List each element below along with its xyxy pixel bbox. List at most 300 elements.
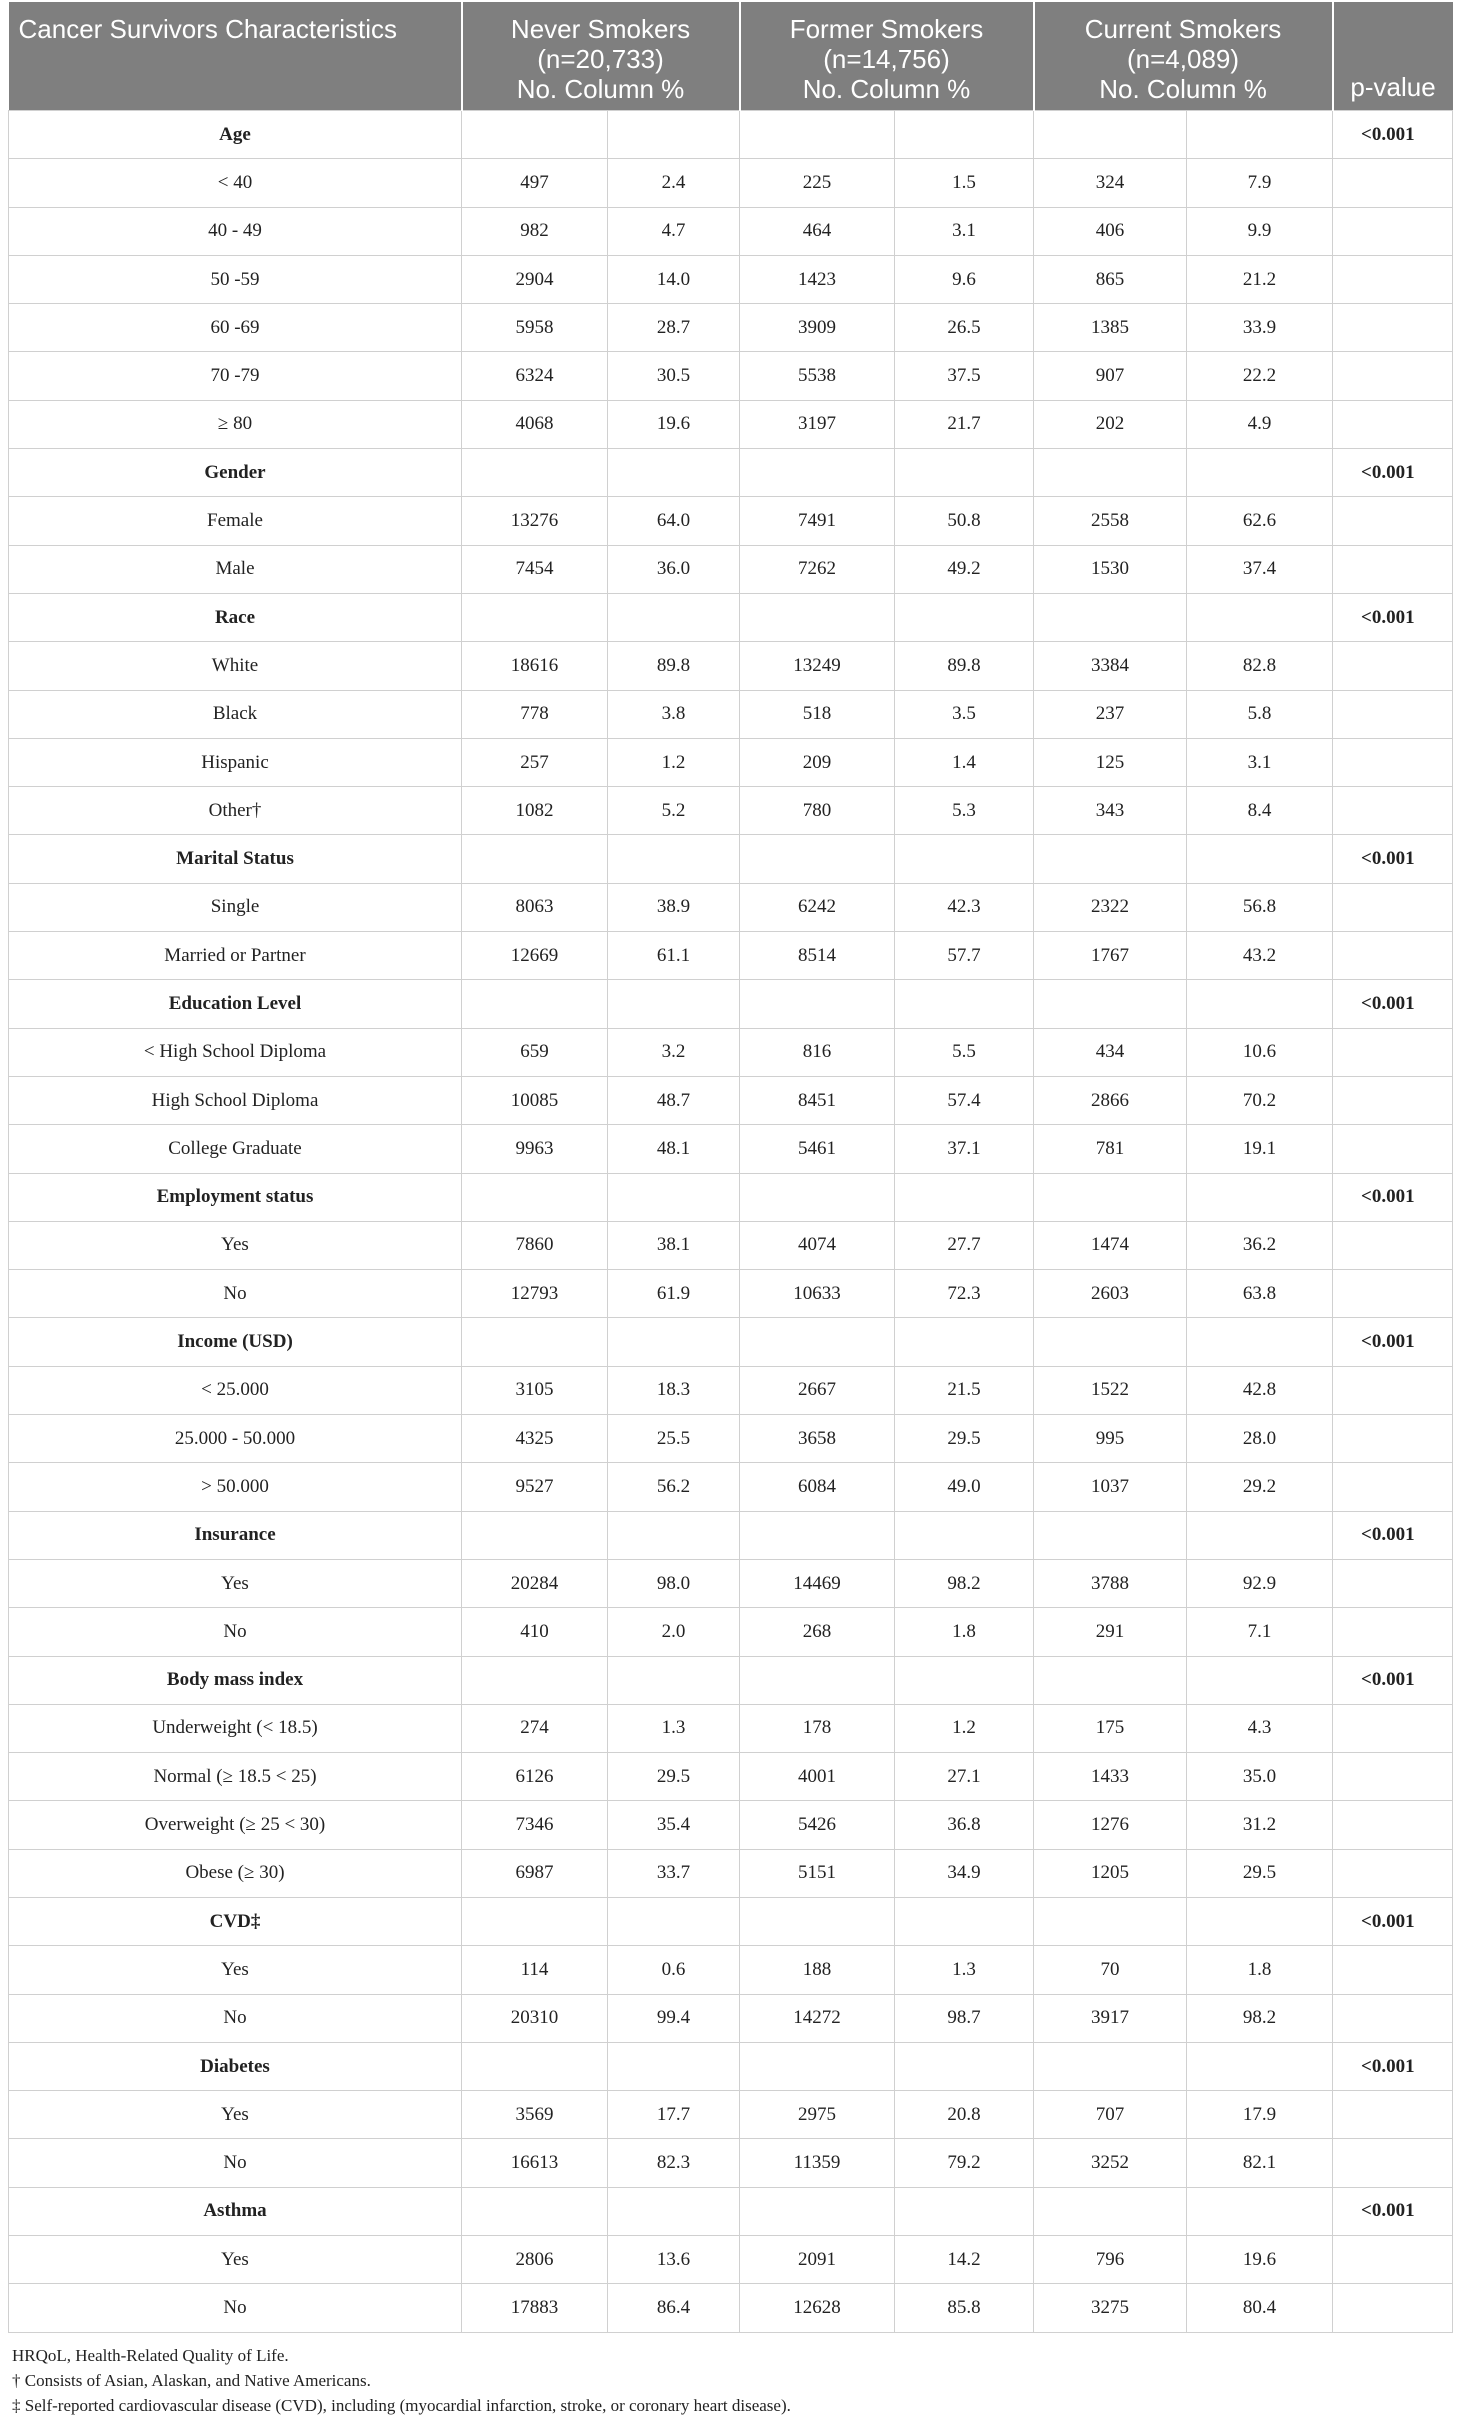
count-cell: 1276 [1034,1801,1187,1849]
header-row [9,2,1453,111]
header-characteristics: Cancer Survivors Characteristics [9,2,462,111]
percent-cell [895,1173,1034,1221]
table-row [9,1801,1453,1849]
count-cell: 18616 [462,642,608,690]
count-cell: 1433 [1034,1753,1187,1801]
count-cell: 70 [1034,1946,1187,1994]
percent-cell: 61.9 [608,1270,740,1318]
count-cell: 1385 [1034,304,1187,352]
percent-cell: 20.8 [895,2091,1034,2139]
count-cell: 464 [740,207,895,255]
count-cell: 2322 [1034,883,1187,931]
percent-cell: 5.8 [1187,690,1333,738]
count-cell [1034,1897,1187,1945]
count-cell: 10633 [740,1270,895,1318]
group-label: Gender [9,449,462,497]
percent-cell [895,593,1034,641]
percent-cell [608,2042,740,2090]
count-cell: 125 [1034,738,1187,786]
table-row [9,1270,1453,1318]
count-cell [462,1511,608,1559]
count-cell: 7491 [740,497,895,545]
percent-cell: 10.6 [1187,1028,1333,1076]
count-cell: 781 [1034,1125,1187,1173]
count-cell [740,1511,895,1559]
percent-cell: 21.2 [1187,255,1333,303]
p-value-cell [1333,2236,1453,2284]
table-body [9,111,1453,2333]
percent-cell: 3.1 [1187,738,1333,786]
count-cell: 20310 [462,1994,608,2042]
count-cell: 17883 [462,2284,608,2332]
percent-cell: 29.5 [895,1415,1034,1463]
count-cell: 7262 [740,545,895,593]
count-cell: 175 [1034,1704,1187,1752]
percent-cell [1187,980,1333,1028]
percent-cell: 38.1 [608,1221,740,1269]
percent-cell [608,1173,740,1221]
percent-cell: 56.2 [608,1463,740,1511]
group-label: CVD‡ [9,1897,462,1945]
p-value-cell: <0.001 [1333,449,1453,497]
count-cell: 7346 [462,1801,608,1849]
percent-cell: 36.0 [608,545,740,593]
p-value-cell [1333,787,1453,835]
p-value-cell [1333,1753,1453,1801]
percent-cell: 27.1 [895,1753,1034,1801]
count-cell: 16613 [462,2139,608,2187]
group-header-row [9,1511,1453,1559]
table-row [9,690,1453,738]
p-value-cell: <0.001 [1333,2042,1453,2090]
p-value-cell [1333,1028,1453,1076]
percent-cell: 80.4 [1187,2284,1333,2332]
percent-cell [1187,2187,1333,2235]
count-cell: 13249 [740,642,895,690]
count-cell: 225 [740,159,895,207]
count-cell: 1423 [740,255,895,303]
count-cell: 14272 [740,1994,895,2042]
count-cell: 1205 [1034,1849,1187,1897]
percent-cell: 37.1 [895,1125,1034,1173]
group-label: Race [9,593,462,641]
percent-cell: 62.6 [1187,497,1333,545]
footnote-other-race: † Consists of Asian, Alaskan, and Native Americans. [12,2370,371,2390]
count-cell [740,1173,895,1221]
count-cell: 780 [740,787,895,835]
count-cell [740,1656,895,1704]
table-container [8,2,1452,2418]
row-label: Female [9,497,462,545]
percent-cell [1187,835,1333,883]
p-value-cell [1333,2091,1453,2139]
count-cell [740,835,895,883]
group-label: Income (USD) [9,1318,462,1366]
table-row [9,207,1453,255]
group-header-row [9,1173,1453,1221]
percent-cell: 7.9 [1187,159,1333,207]
row-label: 60 -69 [9,304,462,352]
header-never-n: (n=20,733) [537,44,664,74]
p-value-cell [1333,545,1453,593]
p-value-cell [1333,2284,1453,2332]
count-cell: 7454 [462,545,608,593]
group-header-row [9,593,1453,641]
header-current-title: Current Smokers [1084,14,1282,44]
row-label: 50 -59 [9,255,462,303]
percent-cell: 64.0 [608,497,740,545]
count-cell: 4074 [740,1221,895,1269]
percent-cell: 89.8 [895,642,1034,690]
percent-cell: 82.3 [608,2139,740,2187]
count-cell [462,1897,608,1945]
percent-cell: 27.7 [895,1221,1034,1269]
count-cell: 12628 [740,2284,895,2332]
p-value-cell [1333,738,1453,786]
count-cell: 3788 [1034,1559,1187,1607]
count-cell: 1474 [1034,1221,1187,1269]
p-value-cell [1333,1608,1453,1656]
header-never-title: Never Smokers [510,14,691,44]
row-label: Yes [9,1559,462,1607]
count-cell: 6987 [462,1849,608,1897]
group-label: Marital Status [9,835,462,883]
count-cell: 9963 [462,1125,608,1173]
p-value-cell [1333,1704,1453,1752]
percent-cell: 82.1 [1187,2139,1333,2187]
percent-cell: 13.6 [608,2236,740,2284]
table-row [9,255,1453,303]
row-label: Yes [9,1946,462,1994]
percent-cell: 98.2 [1187,1994,1333,2042]
percent-cell: 3.8 [608,690,740,738]
count-cell: 8514 [740,932,895,980]
table-row [9,738,1453,786]
percent-cell: 99.4 [608,1994,740,2042]
count-cell: 816 [740,1028,895,1076]
count-cell: 2866 [1034,1076,1187,1124]
percent-cell: 25.5 [608,1415,740,1463]
group-header-row [9,449,1453,497]
percent-cell [895,1897,1034,1945]
percent-cell: 17.7 [608,2091,740,2139]
count-cell: 907 [1034,352,1187,400]
count-cell: 274 [462,1704,608,1752]
percent-cell: 5.2 [608,787,740,835]
row-label: 40 - 49 [9,207,462,255]
table-row [9,545,1453,593]
percent-cell: 29.2 [1187,1463,1333,1511]
p-value-cell [1333,352,1453,400]
percent-cell [608,2187,740,2235]
p-value-cell: <0.001 [1333,2187,1453,2235]
row-label: Yes [9,1221,462,1269]
table-row [9,304,1453,352]
p-value-cell [1333,883,1453,931]
percent-cell [895,2042,1034,2090]
count-cell: 257 [462,738,608,786]
percent-cell: 82.8 [1187,642,1333,690]
table-row [9,1076,1453,1124]
percent-cell: 89.8 [608,642,740,690]
count-cell: 6324 [462,352,608,400]
percent-cell [895,449,1034,497]
count-cell [740,1897,895,1945]
percent-cell: 26.5 [895,304,1034,352]
percent-cell: 57.7 [895,932,1034,980]
table-row [9,642,1453,690]
row-label: No [9,2284,462,2332]
header-never-smokers [462,2,740,111]
percent-cell: 37.5 [895,352,1034,400]
count-cell: 796 [1034,2236,1187,2284]
table-row [9,2284,1453,2332]
count-cell: 2904 [462,255,608,303]
percent-cell [1187,1173,1333,1221]
p-value-cell [1333,1946,1453,1994]
percent-cell: 1.5 [895,159,1034,207]
count-cell [1034,2042,1187,2090]
count-cell: 268 [740,1608,895,1656]
p-value-cell: <0.001 [1333,1318,1453,1366]
row-label: Single [9,883,462,931]
table-row [9,400,1453,448]
count-cell: 865 [1034,255,1187,303]
percent-cell: 38.9 [608,883,740,931]
count-cell: 659 [462,1028,608,1076]
count-cell [740,449,895,497]
table-row [9,932,1453,980]
row-label: No [9,1270,462,1318]
count-cell: 237 [1034,690,1187,738]
count-cell: 12669 [462,932,608,980]
count-cell: 3197 [740,400,895,448]
count-cell [462,449,608,497]
group-header-row [9,835,1453,883]
count-cell [1034,111,1187,159]
percent-cell: 19.6 [1187,2236,1333,2284]
count-cell [462,1656,608,1704]
percent-cell: 2.4 [608,159,740,207]
percent-cell: 4.3 [1187,1704,1333,1752]
count-cell: 778 [462,690,608,738]
table-row [9,497,1453,545]
percent-cell: 79.2 [895,2139,1034,2187]
percent-cell [895,111,1034,159]
count-cell [1034,1656,1187,1704]
percent-cell [608,835,740,883]
row-label: 70 -79 [9,352,462,400]
count-cell: 13276 [462,497,608,545]
table-row [9,1753,1453,1801]
group-label: Age [9,111,462,159]
count-cell: 3252 [1034,2139,1187,2187]
count-cell: 2806 [462,2236,608,2284]
percent-cell: 48.7 [608,1076,740,1124]
group-header-row [9,2187,1453,2235]
count-cell: 6126 [462,1753,608,1801]
count-cell: 1767 [1034,932,1187,980]
percent-cell: 0.6 [608,1946,740,1994]
count-cell: 1522 [1034,1366,1187,1414]
count-cell: 707 [1034,2091,1187,2139]
count-cell: 1530 [1034,545,1187,593]
percent-cell: 1.8 [895,1608,1034,1656]
count-cell: 114 [462,1946,608,1994]
row-label: Underweight (< 18.5) [9,1704,462,1752]
table-row [9,1221,1453,1269]
percent-cell: 1.3 [608,1704,740,1752]
percent-cell: 43.2 [1187,932,1333,980]
percent-cell: 49.0 [895,1463,1034,1511]
table-row [9,1849,1453,1897]
count-cell: 178 [740,1704,895,1752]
count-cell: 12793 [462,1270,608,1318]
group-header-row [9,1897,1453,1945]
row-label: ≥ 80 [9,400,462,448]
count-cell: 982 [462,207,608,255]
percent-cell: 5.3 [895,787,1034,835]
percent-cell: 92.9 [1187,1559,1333,1607]
row-label: College Graduate [9,1125,462,1173]
p-value-cell: <0.001 [1333,1897,1453,1945]
count-cell: 5461 [740,1125,895,1173]
count-cell: 4068 [462,400,608,448]
header-never-sub: No. Column % [516,74,685,104]
count-cell: 497 [462,159,608,207]
row-label: < 25.000 [9,1366,462,1414]
row-label: Married or Partner [9,932,462,980]
count-cell: 1082 [462,787,608,835]
percent-cell: 30.5 [608,352,740,400]
percent-cell [608,1656,740,1704]
count-cell [462,2042,608,2090]
table-row [9,1946,1453,1994]
percent-cell: 36.2 [1187,1221,1333,1269]
count-cell: 5426 [740,1801,895,1849]
group-header-row [9,111,1453,159]
table-row [9,1415,1453,1463]
p-value-cell [1333,255,1453,303]
count-cell: 14469 [740,1559,895,1607]
table-row [9,1028,1453,1076]
count-cell [740,2187,895,2235]
p-value-cell [1333,1270,1453,1318]
row-label: Normal (≥ 18.5 < 25) [9,1753,462,1801]
p-value-cell [1333,1801,1453,1849]
row-label: < High School Diploma [9,1028,462,1076]
percent-cell: 4.7 [608,207,740,255]
percent-cell [1187,1318,1333,1366]
header-former-n: (n=14,756) [823,44,950,74]
percent-cell [1187,1511,1333,1559]
count-cell: 6084 [740,1463,895,1511]
p-value-cell [1333,1076,1453,1124]
count-cell: 291 [1034,1608,1187,1656]
count-cell: 5538 [740,352,895,400]
p-value-cell [1333,207,1453,255]
percent-cell: 36.8 [895,1801,1034,1849]
percent-cell [1187,1897,1333,1945]
percent-cell: 86.4 [608,2284,740,2332]
group-label: Asthma [9,2187,462,2235]
table-row [9,1463,1453,1511]
row-label: Overweight (≥ 25 < 30) [9,1801,462,1849]
percent-cell: 1.4 [895,738,1034,786]
table-row [9,1125,1453,1173]
percent-cell: 50.8 [895,497,1034,545]
header-current-sub: No. Column % [1099,74,1267,104]
percent-cell: 21.5 [895,1366,1034,1414]
count-cell [1034,1318,1187,1366]
group-header-row [9,980,1453,1028]
percent-cell [1187,1656,1333,1704]
count-cell [462,111,608,159]
percent-cell: 61.1 [608,932,740,980]
p-value-cell [1333,1125,1453,1173]
count-cell: 324 [1034,159,1187,207]
header-current-n: (n=4,089) [1127,44,1240,74]
count-cell: 3384 [1034,642,1187,690]
count-cell [462,593,608,641]
percent-cell: 2.0 [608,1608,740,1656]
percent-cell: 42.8 [1187,1366,1333,1414]
p-value-cell [1333,1366,1453,1414]
count-cell [462,980,608,1028]
percent-cell: 42.3 [895,883,1034,931]
row-label: Black [9,690,462,738]
percent-cell: 31.2 [1187,1801,1333,1849]
count-cell: 518 [740,690,895,738]
p-value-cell [1333,1849,1453,1897]
header-p-value: p-value [1333,2,1453,111]
count-cell: 343 [1034,787,1187,835]
footnotes [8,2343,1452,2418]
percent-cell: 28.7 [608,304,740,352]
row-label: High School Diploma [9,1076,462,1124]
percent-cell [608,111,740,159]
percent-cell: 8.4 [1187,787,1333,835]
group-header-row [9,1318,1453,1366]
row-label: White [9,642,462,690]
percent-cell [1187,449,1333,497]
characteristics-table [8,2,1453,2333]
percent-cell [608,1511,740,1559]
percent-cell: 4.9 [1187,400,1333,448]
percent-cell: 14.0 [608,255,740,303]
count-cell [1034,835,1187,883]
table-row [9,2139,1453,2187]
group-label: Insurance [9,1511,462,1559]
percent-cell [895,1656,1034,1704]
count-cell: 2603 [1034,1270,1187,1318]
count-cell: 6242 [740,883,895,931]
p-value-cell [1333,2139,1453,2187]
row-label: Other† [9,787,462,835]
group-header-row [9,2042,1453,2090]
count-cell [462,1173,608,1221]
percent-cell: 57.4 [895,1076,1034,1124]
p-value-cell: <0.001 [1333,111,1453,159]
count-cell [1034,980,1187,1028]
percent-cell: 1.2 [895,1704,1034,1752]
count-cell: 434 [1034,1028,1187,1076]
percent-cell [895,980,1034,1028]
p-value-cell [1333,304,1453,352]
percent-cell: 49.2 [895,545,1034,593]
row-label: Obese (≥ 30) [9,1849,462,1897]
table-row [9,352,1453,400]
